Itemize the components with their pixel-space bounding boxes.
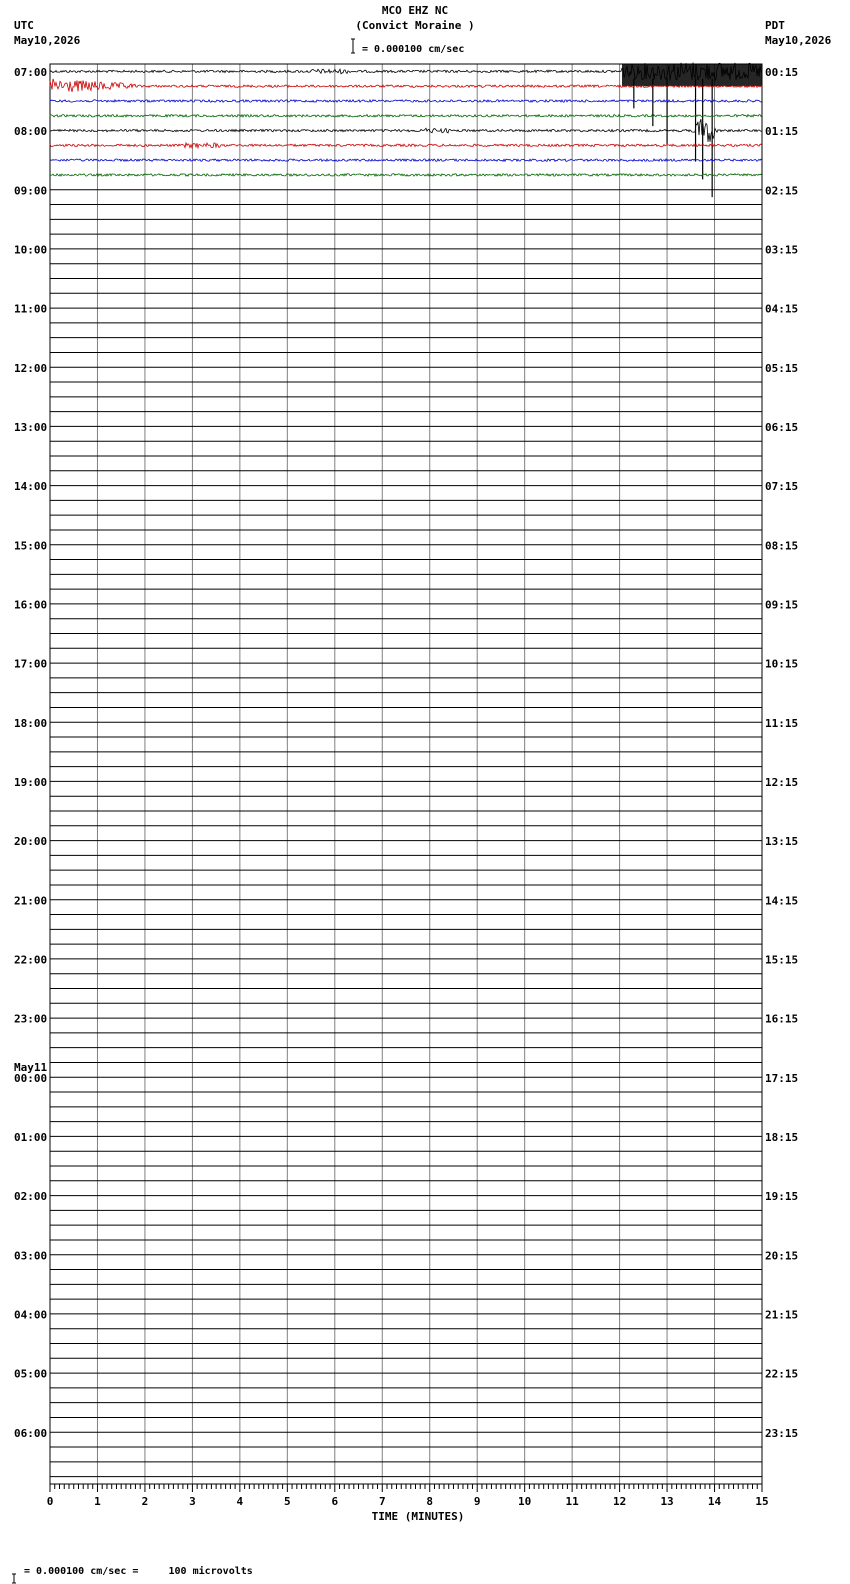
utc-hour-label: 09:00 bbox=[14, 184, 48, 198]
pdt-hour-label: 18:15 bbox=[765, 1131, 799, 1144]
x-tick-label: 15 bbox=[755, 1495, 769, 1508]
x-tick-label: 6 bbox=[331, 1495, 339, 1508]
utc-hour-label: 19:00 bbox=[14, 776, 48, 789]
utc-hour-label: 12:00 bbox=[14, 361, 48, 375]
trace-row-5 bbox=[50, 143, 762, 148]
station-title: MCO EHZ NC bbox=[381, 4, 449, 17]
pdt-hour-label: 08:15 bbox=[765, 539, 799, 553]
utc-hour-label: 21:00 bbox=[14, 894, 48, 908]
utc-hour-label: 04:00 bbox=[14, 1308, 48, 1322]
x-tick-label: 13 bbox=[660, 1495, 674, 1508]
pdt-hour-label: 01:15 bbox=[765, 125, 799, 139]
utc-hour-label: 16:00 bbox=[14, 598, 48, 612]
footer-scale-label: = 0.000100 cm/sec = 100 microvolts bbox=[24, 1566, 253, 1577]
pdt-hour-label: 07:15 bbox=[765, 480, 799, 494]
pdt-hour-label: 03:15 bbox=[765, 243, 799, 257]
saturated-signal bbox=[622, 64, 762, 86]
pdt-hour-label: 06:15 bbox=[765, 421, 799, 434]
utc-hour-label: 10:00 bbox=[14, 243, 48, 257]
x-tick-label: 1 bbox=[94, 1495, 101, 1508]
utc-hour-label: 05:00 bbox=[14, 1367, 48, 1381]
right-timezone: PDT bbox=[765, 19, 785, 32]
utc-hour-label: 11:00 bbox=[14, 302, 48, 316]
right-date: May10,2026 bbox=[765, 34, 832, 47]
pdt-hour-label: 05:15 bbox=[765, 361, 799, 375]
pdt-hour-label: 02:15 bbox=[765, 184, 799, 198]
utc-hour-label: 03:00 bbox=[14, 1249, 48, 1263]
pdt-hour-label: 04:15 bbox=[765, 302, 799, 316]
x-tick-label: 10 bbox=[518, 1495, 532, 1508]
utc-hour-label: 01:00 bbox=[14, 1131, 48, 1144]
trace-row-2 bbox=[50, 100, 762, 102]
x-tick-label: 4 bbox=[236, 1495, 244, 1508]
x-axis-title: TIME (MINUTES) bbox=[371, 1510, 465, 1523]
pdt-hour-label: 23:15 bbox=[765, 1426, 799, 1440]
pdt-hour-label: 21:15 bbox=[765, 1308, 799, 1322]
pdt-hour-label: 09:15 bbox=[765, 598, 799, 612]
x-tick-label: 11 bbox=[565, 1495, 579, 1508]
left-timezone: UTC bbox=[14, 19, 34, 32]
trace-row-4 bbox=[50, 119, 762, 142]
utc-hour-label: 13:00 bbox=[14, 421, 48, 434]
pdt-hour-label: 22:15 bbox=[765, 1367, 799, 1381]
x-tick-label: 2 bbox=[141, 1495, 149, 1508]
utc-hour-label: 07:00 bbox=[14, 66, 48, 79]
trace-row-7 bbox=[50, 174, 762, 176]
pdt-hour-label: 00:15 bbox=[765, 66, 799, 79]
pdt-hour-label: 10:15 bbox=[765, 657, 799, 671]
x-tick-label: 12 bbox=[612, 1495, 627, 1508]
utc-hour-label: 18:00 bbox=[14, 716, 48, 730]
day-change-label: May11 bbox=[14, 1061, 48, 1074]
x-tick-label: 7 bbox=[378, 1495, 386, 1508]
x-tick-label: 0 bbox=[46, 1495, 54, 1508]
utc-hour-label: 00:00 bbox=[14, 1071, 48, 1085]
utc-hour-label: 20:00 bbox=[14, 835, 48, 849]
scale-label: = 0.000100 cm/sec bbox=[362, 44, 465, 55]
plot-frame bbox=[50, 64, 762, 1484]
utc-hour-label: 14:00 bbox=[14, 480, 48, 494]
trace-row-3 bbox=[50, 115, 762, 117]
trace-row-6 bbox=[50, 159, 762, 161]
x-tick-label: 9 bbox=[473, 1495, 481, 1508]
pdt-hour-label: 14:15 bbox=[765, 894, 799, 908]
left-date: May10,2026 bbox=[14, 34, 81, 47]
pdt-hour-label: 20:15 bbox=[765, 1249, 799, 1263]
utc-hour-label: 06:00 bbox=[14, 1426, 48, 1440]
x-tick-label: 8 bbox=[426, 1495, 434, 1508]
pdt-hour-label: 12:15 bbox=[765, 776, 799, 789]
x-tick-label: 14 bbox=[707, 1495, 722, 1508]
pdt-hour-label: 16:15 bbox=[765, 1012, 799, 1026]
utc-hour-label: 17:00 bbox=[14, 657, 48, 671]
utc-hour-label: 23:00 bbox=[14, 1012, 48, 1026]
pdt-hour-label: 17:15 bbox=[765, 1071, 799, 1085]
pdt-hour-label: 11:15 bbox=[765, 716, 799, 730]
pdt-hour-label: 13:15 bbox=[765, 835, 799, 849]
pdt-hour-label: 15:15 bbox=[765, 953, 799, 967]
utc-hour-label: 08:00 bbox=[14, 125, 48, 139]
utc-hour-label: 22:00 bbox=[14, 953, 48, 967]
pdt-hour-label: 19:15 bbox=[765, 1190, 799, 1204]
x-tick-label: 3 bbox=[189, 1495, 196, 1508]
x-tick-label: 5 bbox=[284, 1495, 291, 1508]
station-location: (Convict Moraine ) bbox=[355, 19, 475, 32]
utc-hour-label: 15:00 bbox=[14, 539, 48, 553]
utc-hour-label: 02:00 bbox=[14, 1190, 48, 1204]
